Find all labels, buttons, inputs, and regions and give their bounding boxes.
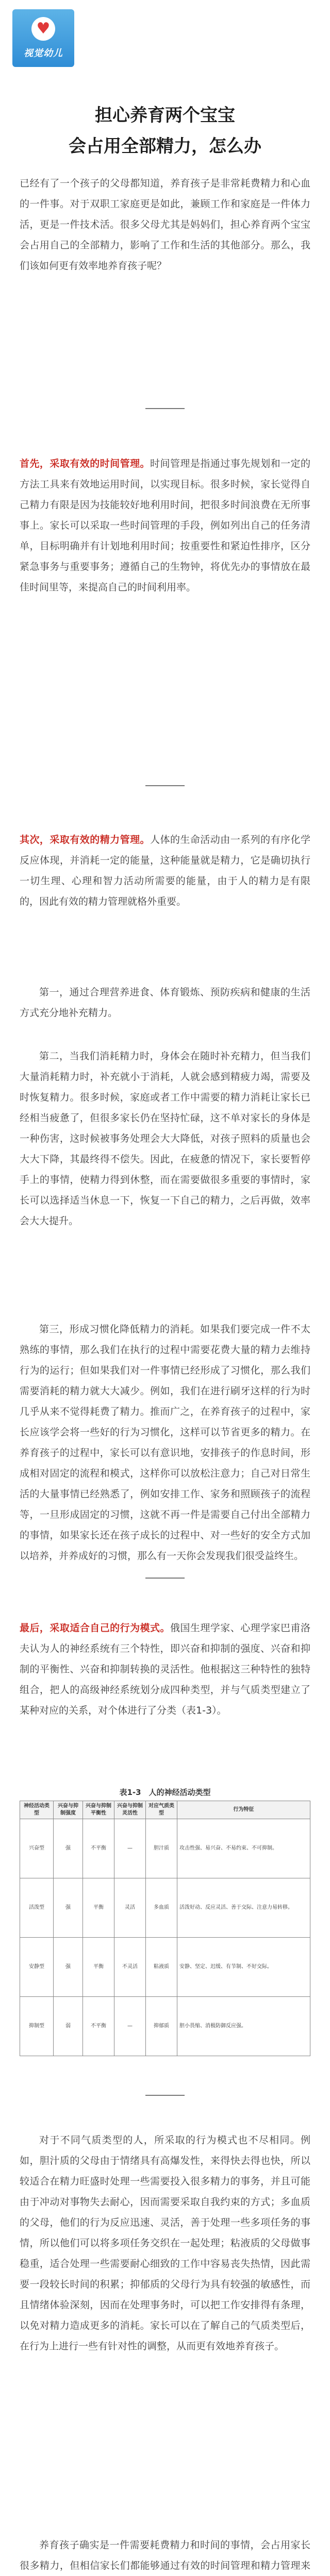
- table-header-cell: 兴奋与抑制平衡性: [83, 1801, 114, 1819]
- table-header-cell: 行为特征: [177, 1801, 310, 1819]
- section1-lead: 首先，采取有效的时间管理。: [20, 458, 151, 469]
- table-row: [20, 1938, 310, 1997]
- table-cell: 活泼好动、反应灵活、善于交际、注意力易转移。: [177, 1878, 310, 1938]
- section1-paragraph: [20, 453, 310, 598]
- table-cell: 不平衡: [83, 1997, 114, 2056]
- section2-lead: 其次，采取有效的精力管理。: [20, 834, 151, 845]
- table-cell: 多血质: [146, 1878, 177, 1938]
- table-cell: 弱: [54, 1997, 83, 2056]
- table-cell: 强: [54, 1819, 83, 1878]
- table-cell: 攻击性强、易兴奋、不易约束、不可抑制。: [177, 1819, 310, 1878]
- table-title: 表1-3 人的神经活动类型: [119, 1788, 211, 1797]
- table-cell: 平衡: [83, 1878, 114, 1938]
- table-header-cell: 对应气质类型: [146, 1801, 177, 1819]
- table-cell: 胆小畏缩、消极防御反应强。: [177, 1997, 310, 2056]
- section2-point1: 第一，通过合理营养进食、体育锻炼、预防疾病和健康的生活方式充分地补充精力。: [20, 987, 310, 1019]
- table-cell: —: [114, 1819, 146, 1878]
- table-cell: 灵活: [114, 1878, 146, 1938]
- section2-point2: 第二，当我们消耗精力时，身体会在随时补充精力，但当我们大量消耗精力时，补充就小于消耗，人就会感到精疲力竭，需要及时恢复精力。很多时候，家庭或者工作中需要的精力消耗让家长已经相当疲惫了，但很多家长仍在坚持忙碌，这不单对家长的身体是一种伤害，这时候被事务处理会大大降低，对孩子照料的质量也会大大下降，其最终得不偿失。因此，在疲惫的情况下，家长要暂停手上的事情，使精力得到休整，而在需要做很多重要的事情时，家长可以选择适当休息一下，恢复一下自己的精力，之后再做，效率会大大提升。: [20, 1050, 310, 1227]
- table-cell: —: [114, 1997, 146, 2056]
- table-header-cell: 兴奋与抑制强度: [54, 1801, 83, 1819]
- brand-logo: [12, 9, 74, 67]
- table-header-cell: 神经活动类型: [20, 1801, 54, 1819]
- table-header-row: [20, 1801, 310, 1819]
- section3-body: 俄国生理学家、心理学家巴甫洛夫认为人的神经系统有三个特性，即兴奋和抑制的强度、兴奋和抑制的平衡性、兴奋和抑制转换的灵活性。他根据这三种特性的独特组合，把人的高级神经系统划分成四种类型，并与气质类型建立了某种对应的关系，对个体进行了分类（表1-3）。: [20, 1622, 310, 1716]
- table-cell: 活泼型: [20, 1878, 54, 1938]
- table-row: [20, 1878, 310, 1938]
- article-title-line1: 担心养育两个宝宝: [95, 105, 235, 126]
- table-cell: 抑郁质: [146, 1997, 177, 2056]
- section2-point3: 第三，形成习惯化降低精力的消耗。如果我们要完成一件不太熟练的事情，那么我们在执行的过程中需要花费大量的精力去维持行为的运行；但如果我们对一件事情已经形成了习惯化，那么我们需要消耗的精力就大大减少。例如，我们在进行刷牙这样的行为时几乎从来不觉得耗费了精力。推而广之，在养育孩子的过程中，家长应该学会将一些好的行为习惯化，这样可以节省更多的精力。在养育孩子的过程中，家长可以有意识地，安排孩子的作息时间，形成相对固定的流程和模式，这样你可以放松注意力；自己对日常生活的大量事情已经熟悉了，例如安排工作、家务和照顾孩子的流程等，一旦形成固定的习惯，这就不再一件是需要自己付出全部精力的事情，如果家长还在孩子成长的过程中、对一些好的安全方式加以培养，并养成好的习惯，那么有一天你会发现我们很受益终生。: [20, 1324, 310, 1562]
- closing-paragraph: 养育孩子确实是一件需要耗费精力和时间的事情，会占用家长很多精力，但相信家长们都能够通过有效的时间管理和精力管理来: [20, 2539, 310, 2571]
- table-cell: 粘液质: [146, 1938, 177, 1997]
- section-divider: [145, 1578, 185, 1579]
- table-cell: 安静型: [20, 1938, 54, 1997]
- section3-lead: 最后，采取适合自己的行为模式。: [20, 1622, 170, 1634]
- table-cell: 兴奋型: [20, 1819, 54, 1878]
- table-cell: 抑制型: [20, 1997, 54, 2056]
- table-cell: 平衡: [83, 1938, 114, 1997]
- nervous-type-table: [20, 1801, 310, 2056]
- section-divider: [145, 408, 185, 409]
- table-cell: 不灵活: [114, 1938, 146, 1997]
- heart-icon: ♥: [31, 17, 55, 41]
- intro-paragraph: 已经有了一个孩子的父母都知道，养育孩子是非常耗费精力和心血的一件事。对于双职工家庭更是如此，兼顾工作和家庭是一件体力活，更是一件技术活。很多父母尤其是妈妈们，担心养育两个宝宝会占用自己的全部精力，影响了工作和生活的其他部分。那么，我们该如何更有效率地养育孩子呢？: [20, 178, 310, 272]
- section1-body: 时间管理是指通过事先规划和一定的方法工具来有效地运用时间，以实现目标。很多时候，家长觉得自己精力有限是因为技能较好地利用时间，把很多时间浪费在无所事事上。家长可以采取一些时间管理的手段，例如列出自己的任务清单，目标明确并有计划地利用时间；按重要性和紧迫性排序，区分紧急事务与重要事务；遵循自己的生物钟，将优先办的事情放在最佳时间里等，来提高自己的时间利用率。: [20, 458, 310, 593]
- table-header-cell: 兴奋与抑制灵活性: [114, 1801, 146, 1819]
- section-divider: [145, 785, 185, 786]
- table-row: [20, 1819, 310, 1878]
- section2-paragraph: [20, 829, 310, 912]
- table-cell: 强: [54, 1938, 83, 1997]
- table-row: [20, 1997, 310, 2056]
- brand-logo-text: 视觉幼儿: [24, 48, 63, 59]
- article-title-line2: 会占用全部精力，怎么办: [69, 136, 261, 157]
- table-cell: 胆汁质: [146, 1819, 177, 1878]
- section-divider: [145, 2095, 185, 2096]
- table-cell: 安静、坚定、迟缓、有节制、不好交际。: [177, 1938, 310, 1997]
- table-cell: 强: [54, 1878, 83, 1938]
- section3-paragraph: [20, 1618, 310, 1721]
- section3-point1: 对于不同气质类型的人，所采取的行为模式也不尽相同。例如，胆汁质的父母由于情绪具有高爆发性，来得快去得也快，所以较适合在精力旺盛时处理一些需要投入很多精力的事务，并且可能由于冲动对事物失去耐心，因而需要采取自我约束的方式；多血质的父母，他们的行为反应迅速、灵活，善于处理一些多项任务的事情，所以他们可以将多项任务交织在一起处理；粘液质的父母做事稳重，适合处理一些需要耐心细致的工作中容易丧失热情，因此需要一段较长时间的积累；抑郁质的父母行为具有较强的敏感性，而且情绪体验深刻，因而在处理事务时，可以把工作安排得有条理，以免对精力造成更多的消耗。家长可以在了解自己的气质类型后，在行为上进行一些有针对性的调整，从而更有效地养育孩子。: [20, 2134, 310, 2352]
- table-cell: 不平衡: [83, 1819, 114, 1878]
- section2-body: 人体的生命活动由一系列的有序化学反应体现，并消耗一定的能量，这种能量就是精力，它是确切执行一切生理、心理和智力活动所需要的能量，由于人的精力是有限的，因此有效的精力管理就格外重要。: [20, 834, 310, 907]
